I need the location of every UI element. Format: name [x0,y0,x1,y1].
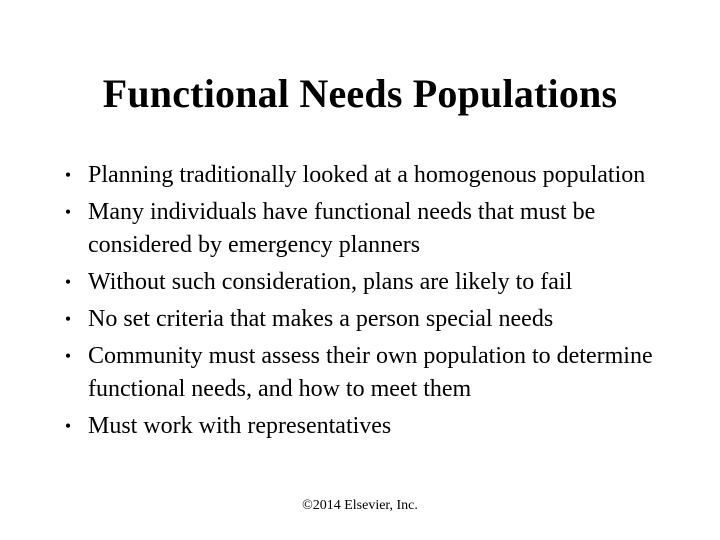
bullet-item [58,303,678,336]
bullet-marker: • [64,416,72,436]
bullet-marker: • [64,272,72,292]
bullet-text: Planning traditionally looked at a homogenous population [88,162,646,188]
bullet-text: Many individuals have functional needs that must be considered by emergency planners [88,199,596,258]
bullet-marker: • [64,346,72,366]
bullet-text: Without such consideration, plans are likely to fail [88,269,573,295]
bullet-item [58,159,678,192]
slide-title: Functional Needs Populations [102,71,618,116]
bullet-item [58,410,678,443]
bullet-item [58,196,678,262]
bullet-list [58,159,678,447]
bullet-text: No set criteria that makes a person special needs [88,306,554,332]
bullet-marker: • [64,309,72,329]
bullet-item [58,266,678,299]
bullet-marker: • [64,165,72,185]
bullet-marker: • [64,202,72,222]
bullet-text: Must work with representatives [88,413,392,439]
bullet-item [58,340,678,406]
copyright-footer: ©2014 Elsevier, Inc. [302,498,418,513]
bullet-text: Community must assess their own population to determine functional needs, and how to meet them [88,343,653,402]
